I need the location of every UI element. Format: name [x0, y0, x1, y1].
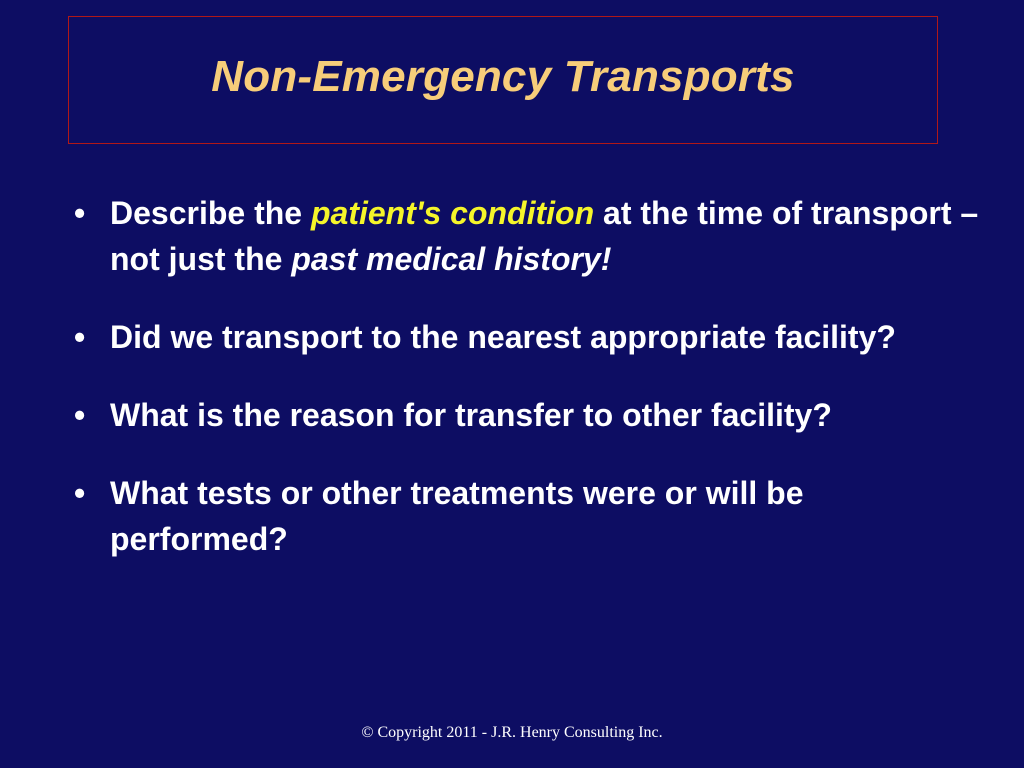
slide-title: Non-Emergency Transports — [211, 52, 795, 101]
bullet-emphasis: past medical history! — [291, 241, 612, 277]
bullet-item — [70, 314, 990, 360]
bullet-item — [70, 470, 990, 562]
title-box — [68, 16, 938, 144]
bullet-highlight: patient's condition — [310, 195, 595, 231]
bullet-text: Did we transport to the nearest appropriate facility? — [110, 319, 896, 355]
bullet-item — [70, 190, 990, 282]
bullet-text-post: at the time of transport – not just the — [110, 195, 979, 277]
bullet-text: What tests or other treatments were or will be performed? — [110, 475, 804, 557]
bullet-marker: • — [74, 397, 86, 433]
bullet-text-pre: Describe the — [110, 195, 311, 231]
bullet-text: What is the reason for transfer to other facility? — [110, 397, 832, 433]
bullet-marker: • — [74, 475, 86, 511]
bullet-marker: • — [74, 195, 86, 231]
copyright-footer: © Copyright 2011 - J.R. Henry Consulting Inc. — [361, 724, 663, 741]
bullet-marker: • — [74, 319, 86, 355]
bullet-item — [70, 392, 990, 438]
bullet-list — [70, 190, 990, 594]
